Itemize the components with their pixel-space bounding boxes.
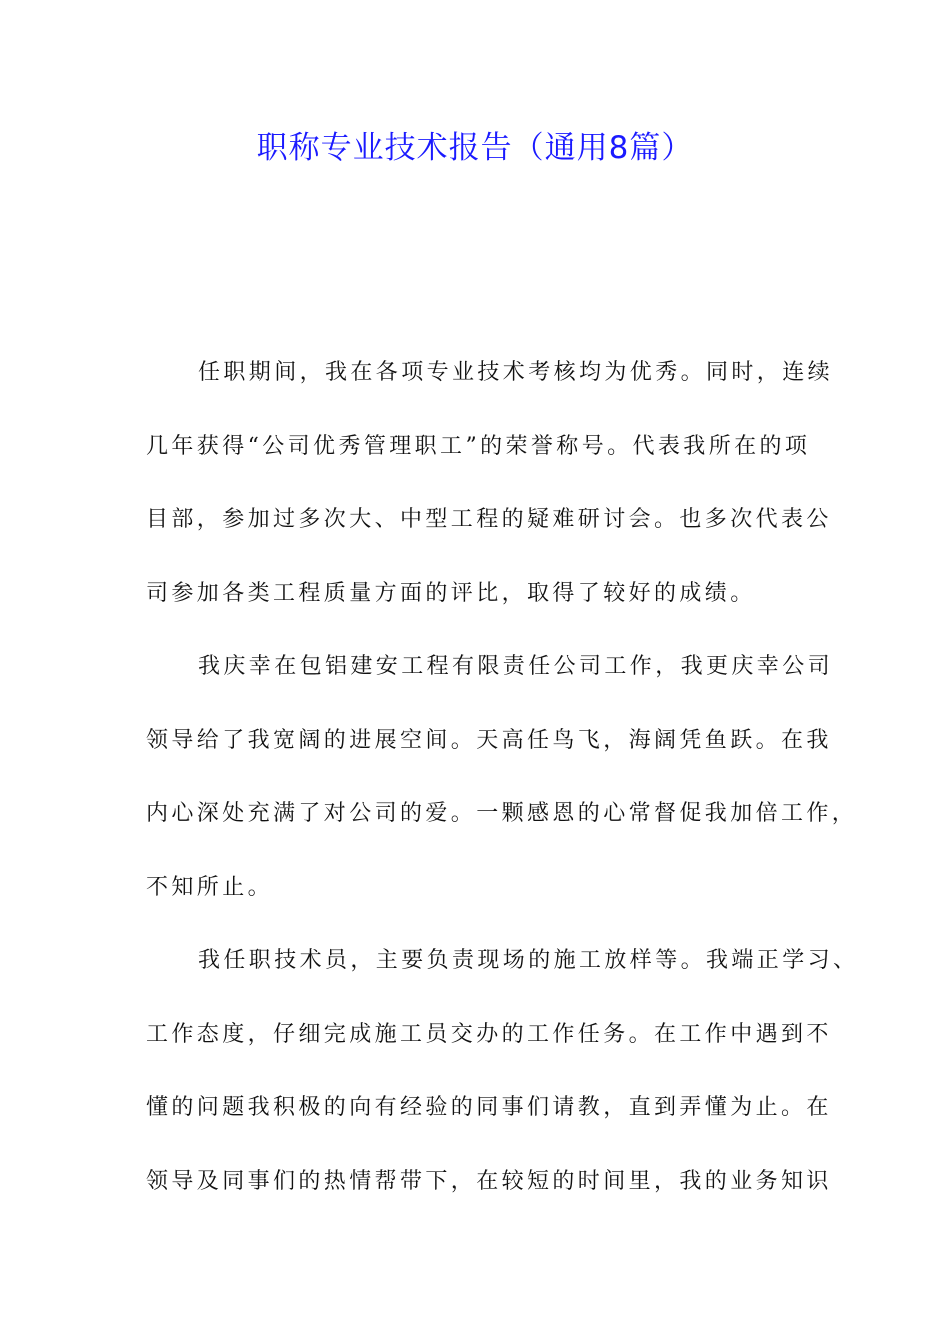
- paragraph-line: 懂的问题我积极的向有经验的同事们请教，直到弄懂为止。在: [146, 1095, 832, 1120]
- paragraph-line: 领导及同事们的热情帮带下，在较短的时间里，我的业务知识: [146, 1168, 832, 1194]
- paragraph-line: 司参加各类工程质量方面的评比，取得了较好的成绩。: [146, 580, 756, 606]
- paragraph-line: 目部，参加过多次大、中型工程的疑难研讨会。也多次代表公: [146, 507, 832, 532]
- paragraph-1: [146, 336, 834, 630]
- paragraph-2: [146, 630, 858, 924]
- paragraph-3: [146, 924, 859, 1218]
- paragraph-line: 工作态度，仔细完成施工员交办的工作任务。在工作中遇到不: [146, 1021, 832, 1047]
- paragraph-line: 任职期间，我在各项专业技术考核均为优秀。同时，连续: [198, 360, 834, 385]
- document-body: [146, 336, 859, 1218]
- paragraph-line: 几年获得“公司优秀管理职工”的荣誉称号。代表我所在的项: [146, 433, 811, 459]
- paragraph-line: 内心深处充满了对公司的爱。一颗感恩的心常督促我加倍工作，: [146, 801, 858, 826]
- paragraph-line: 我庆幸在包铝建安工程有限责任公司工作，我更庆幸公司: [198, 654, 834, 679]
- paragraph-line: 我任职技术员，主要负责现场的施工放样等。我端正学习、: [198, 948, 859, 973]
- document-title: 职称专业技术报告（通用8篇）: [256, 130, 694, 166]
- paragraph-line: 领导给了我宽阔的进展空间。天高任鸟飞，海阔凭鱼跃。在我: [146, 727, 832, 753]
- paragraph-line: 不知所止。: [146, 874, 274, 900]
